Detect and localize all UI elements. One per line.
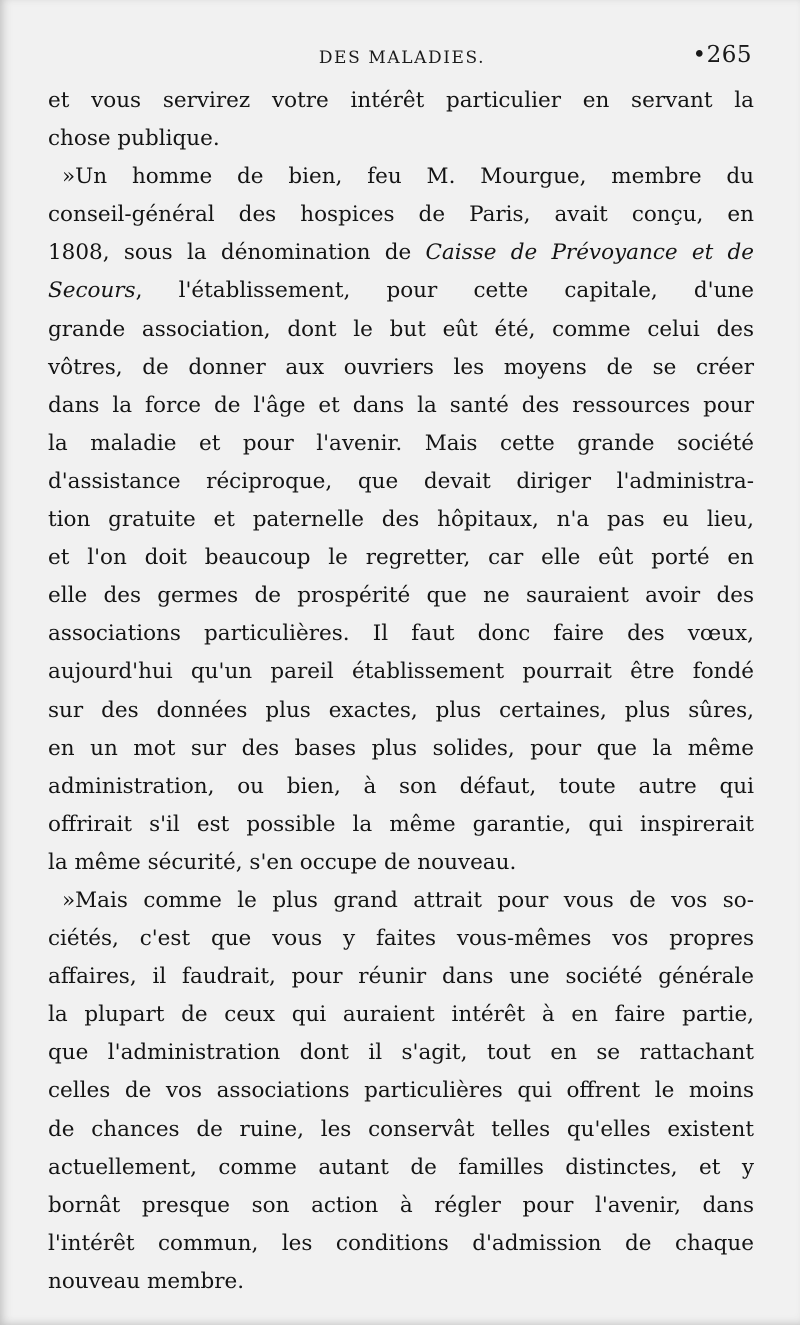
- text-line: offrirait s'il est possible la même garantie, qui inspirerait: [48, 811, 754, 837]
- text-line: chose publique.: [48, 126, 220, 152]
- page-number: •265: [692, 42, 752, 68]
- text-line: grande association, dont le but eût été, comme celui des: [48, 316, 754, 342]
- text-line: elle des germes de prospérité que ne sauraient avoir des: [48, 583, 754, 609]
- text-line: sur des données plus exactes, plus certaines, plus sûres,: [48, 697, 754, 723]
- text-line: que l'administration dont il s'agit, tout en se rattachant: [48, 1040, 754, 1066]
- text-line-with-italic: [48, 272, 754, 310]
- text-line: aujourd'hui qu'un pareil établissement pourrait être fondé: [48, 659, 754, 685]
- running-head: [52, 40, 752, 74]
- text-line: conseil-général des hospices de Paris, avait conçu, en: [48, 202, 754, 228]
- italic-title: Secours: [48, 278, 136, 304]
- text-line-with-italic: [48, 234, 754, 272]
- text-line: »Un homme de bien, feu M. Mourgue, membre du: [62, 164, 754, 190]
- text-line: la maladie et pour l'avenir. Mais cette grande société: [48, 430, 754, 456]
- text-line: d'assistance réciproque, que devait diriger l'administra-: [48, 468, 754, 494]
- text-line: et vous servirez votre intérêt particulier en servant la: [48, 88, 754, 113]
- text-line: l'intérêt commun, les conditions d'admission de chaque: [48, 1230, 754, 1256]
- text-line: la plupart de ceux qui auraient intérêt à en faire partie,: [48, 1002, 754, 1028]
- text-line: nouveau membre.: [48, 1268, 245, 1294]
- text-line: actuellement, comme autant de familles distinctes, et y: [48, 1154, 754, 1180]
- italic-title: Caisse de Prévoyance et de: [425, 240, 754, 266]
- text-line: »Mais comme le plus grand attrait pour vous de vos so-: [62, 887, 754, 913]
- text-line: tion gratuite et paternelle des hôpitaux, n'a pas eu lieu,: [48, 507, 754, 533]
- text-line: vôtres, de donner aux ouvriers les moyens de se créer: [48, 354, 754, 380]
- text-line: affaires, il faudrait, pour réunir dans une société générale: [48, 964, 754, 990]
- line-prefix: 1808, sous la dénomination de: [48, 240, 426, 266]
- text-line: celles de vos associations particulières qui offrent le moins: [48, 1078, 754, 1104]
- text-line: et l'on doit beaucoup le regretter, car elle eût porté en: [48, 545, 754, 571]
- running-title: DES MALADIES.: [318, 48, 486, 68]
- body-text: [48, 82, 754, 1301]
- line-suffix: , l'établissement, pour cette capitale, d'une: [135, 278, 754, 304]
- text-line: administration, ou bien, à son défaut, toute autre qui: [48, 773, 754, 799]
- text-line: ciétés, c'est que vous y faites vous-mêmes vos propres: [48, 926, 754, 952]
- text-line: associations particulières. Il faut donc faire des vœux,: [48, 621, 754, 647]
- text-line: de chances de ruine, les conservât telles qu'elles existent: [48, 1116, 754, 1142]
- text-line: dans la force de l'âge et dans la santé des ressources pour: [48, 392, 754, 418]
- text-line: bornât presque son action à régler pour l'avenir, dans: [48, 1192, 754, 1218]
- text-line: la même sécurité, s'en occupe de nouveau.: [48, 849, 517, 875]
- text-line: en un mot sur des bases plus solides, pour que la même: [48, 735, 754, 761]
